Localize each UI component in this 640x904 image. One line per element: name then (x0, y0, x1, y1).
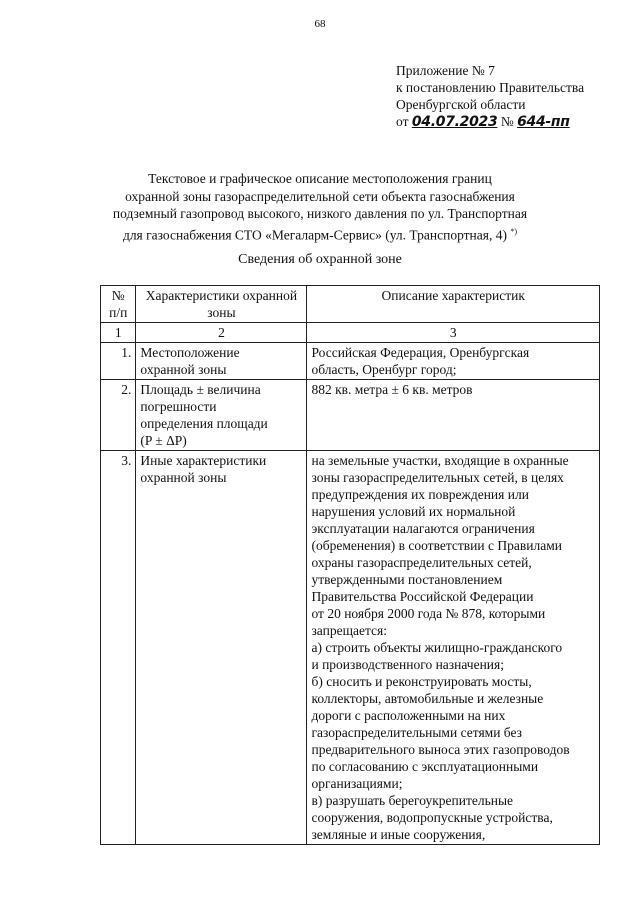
header-num: № п/п (101, 286, 136, 323)
table-header-row (101, 286, 600, 323)
description-line: область, Оренбург город; (311, 362, 457, 377)
description-line: Российская Федерация, Оренбургская (311, 345, 530, 360)
description-line: охраны газораспределительных сетей, (311, 555, 532, 570)
table-row (101, 380, 600, 451)
handwritten-number: 644-пп (517, 114, 570, 130)
title-line (0, 223, 640, 244)
characteristic-line: Иные характеристики (140, 453, 267, 468)
description-line: 882 кв. метра ± 6 кв. метров (311, 382, 473, 397)
description-line: газораспределительными сетями без (311, 725, 522, 740)
description-line: земляные и иные сооружения, (311, 827, 486, 842)
page-number: 68 (314, 18, 326, 30)
appendix-line-3: Оренбургской области (396, 97, 526, 112)
row-number: 1. (101, 343, 136, 380)
characteristic-line: Площадь ± величина (140, 382, 261, 397)
description-line: в) разрушать берегоукрепительные (311, 793, 514, 808)
description-line: на земельные участки, входящие в охранные (311, 453, 569, 468)
description-line: дороги с расположенными на них (311, 708, 506, 723)
protection-zone-table (100, 285, 600, 845)
description-line: организациями; (311, 776, 403, 791)
document-title (0, 170, 640, 244)
description-line: нарушения условий их нормальной (311, 504, 516, 519)
column-number: 1 (101, 323, 136, 343)
column-number: 2 (136, 323, 307, 343)
row-number: 3. (101, 451, 136, 845)
description-line: предупреждения их повреждения или (311, 487, 529, 502)
description-line: зоны газораспределительных сетей, в целях (311, 470, 564, 485)
description-line: эксплуатации налагаются ограничения (311, 521, 535, 536)
header-description: Описание характеристик (307, 286, 600, 323)
row-characteristic (136, 343, 307, 380)
handwritten-date: 04.07.2023 (411, 114, 498, 130)
title-line: Текстовое и графическое описание местоположения границ (148, 171, 492, 186)
table-row (101, 343, 600, 380)
characteristic-line: определения площади (140, 416, 268, 431)
title-line: охранной зоны газораспределительной сети объекта газоснабжения (125, 188, 515, 204)
appendix-block (396, 62, 584, 131)
description-line: запрещается: (311, 623, 387, 638)
description-line: б) сносить и реконструировать мосты, (311, 674, 532, 689)
footnote-mark: *) (510, 226, 518, 236)
description-line: коллекторы, автомобильные и железные (311, 691, 544, 706)
row-characteristic (136, 380, 307, 451)
characteristic-line: Местоположение (140, 345, 240, 360)
description-line: от 20 ноября 2000 года № 878, которыми (311, 606, 546, 621)
row-description (307, 380, 600, 451)
appendix-line-1: Приложение № 7 (396, 63, 495, 78)
row-description (307, 343, 600, 380)
description-line: и производственного назначения; (311, 657, 504, 672)
description-line: (обременения) в соответствии с Правилами (311, 538, 562, 553)
description-line: сооружения, водопропускные устройства, (311, 810, 553, 825)
characteristic-line: (P ± ΔP) (140, 433, 187, 448)
table-row (101, 451, 600, 845)
appendix-date-line (396, 113, 584, 131)
description-line: Правительства Российской Федерации (311, 589, 534, 604)
column-number: 3 (307, 323, 600, 343)
characteristic-line: охранной зоны (140, 470, 227, 485)
title-line-text: для газоснабжения СТО «Мегаларм-Сервис» (ул. Транспортная, 4) (122, 227, 507, 242)
description-line: по согласованию с эксплуатационными (311, 759, 539, 774)
characteristic-line: погрешности (140, 399, 217, 414)
title-line: подземный газопровод высокого, низкого давления по ул. Транспортная (112, 206, 528, 221)
row-description (307, 451, 600, 845)
description-line: утвержденными постановлением (311, 572, 503, 587)
column-number-row (101, 323, 600, 343)
row-number: 2. (101, 380, 136, 451)
table-body (101, 343, 600, 845)
number-prefix: № (500, 114, 514, 129)
characteristic-line: охранной зоны (140, 362, 227, 377)
header-characteristics: Характеристики охранной зоны (136, 286, 307, 323)
date-prefix: от (396, 114, 409, 129)
description-line: предварительного выноса этих газопроводов (311, 742, 570, 757)
row-characteristic (136, 451, 307, 845)
description-line: а) строить объекты жилищно-гражданского (311, 640, 563, 655)
section-subtitle: Сведения об охранной зоне (238, 252, 402, 267)
appendix-line-2: к постановлению Правительства (396, 80, 585, 95)
